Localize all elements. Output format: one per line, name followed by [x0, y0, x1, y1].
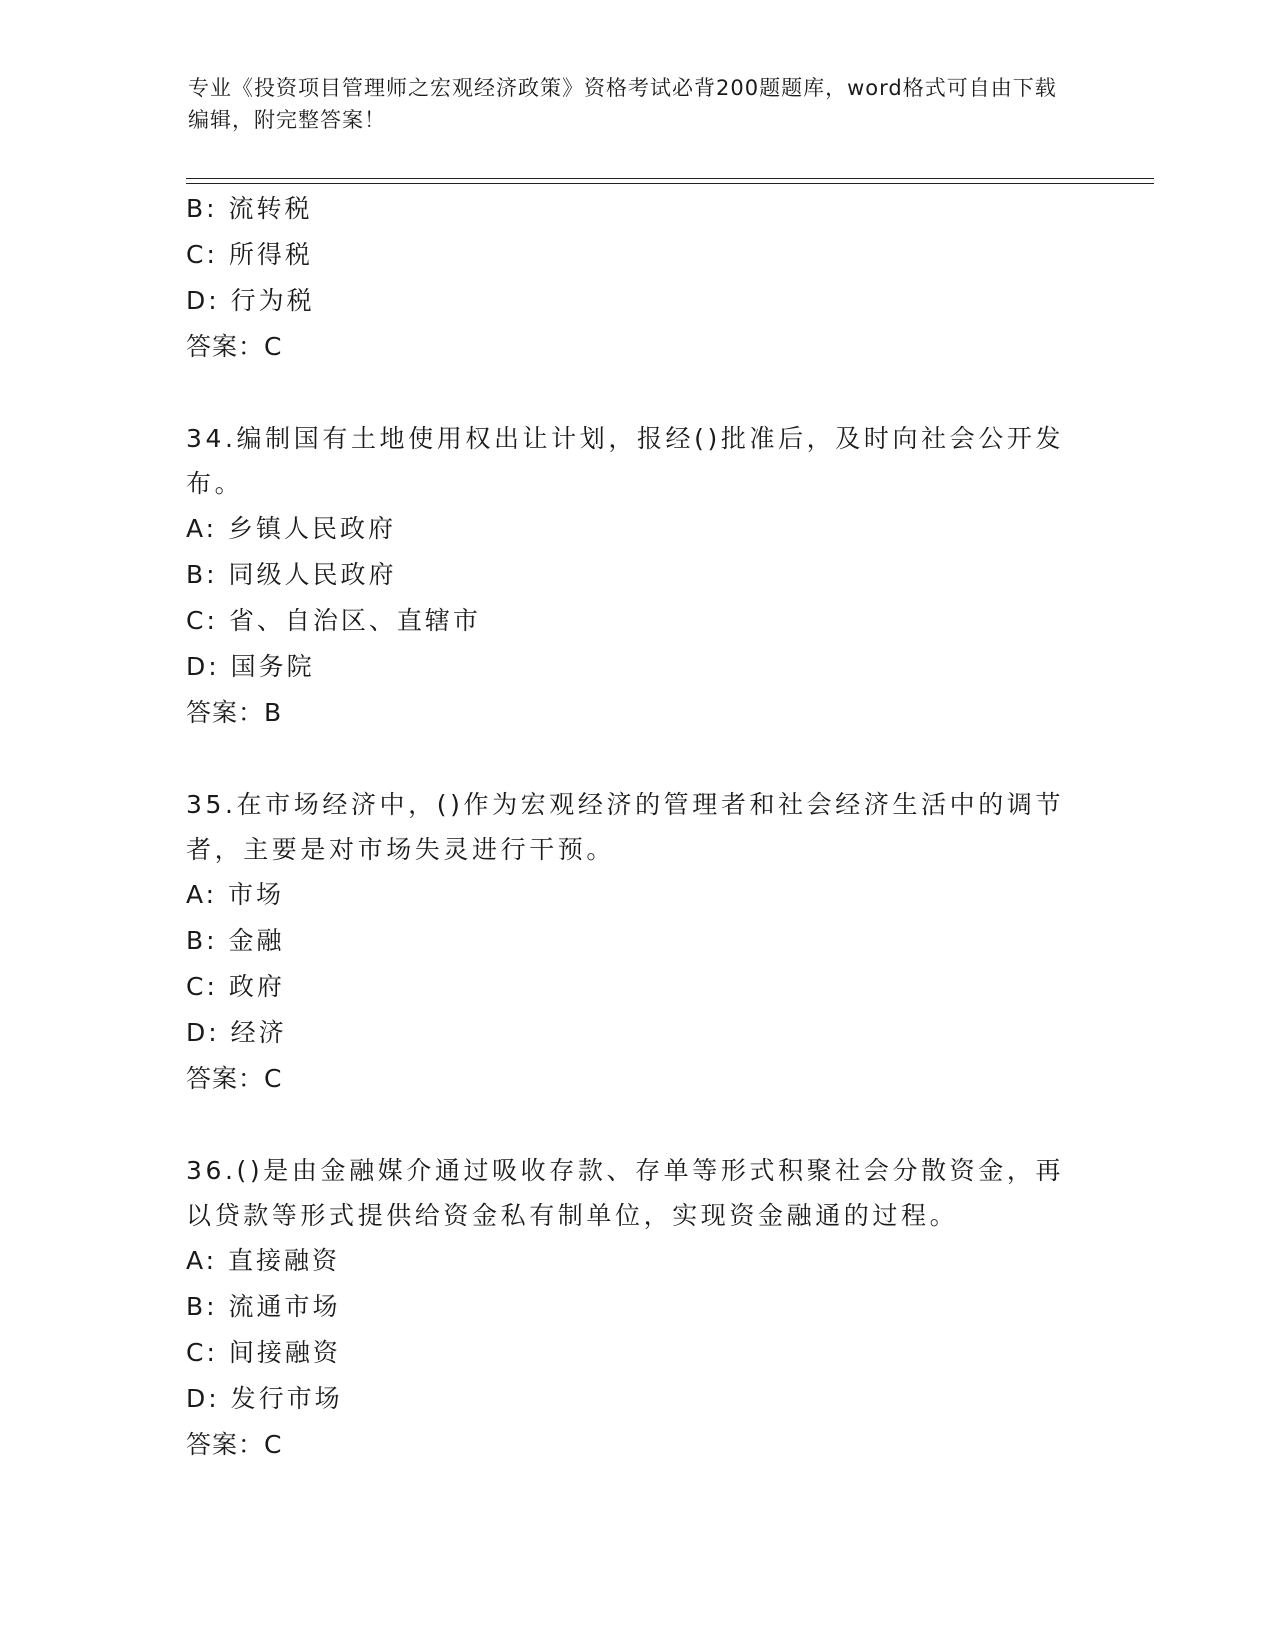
option-a: A: 直接融资: [186, 1246, 341, 1275]
option-d: D: 国务院: [186, 652, 315, 681]
option-c: C: 省、自治区、直辖市: [186, 606, 481, 635]
option-d: D: 发行市场: [186, 1384, 343, 1413]
header-divider: [186, 178, 1154, 184]
question-list: [186, 186, 1086, 1468]
question-35: [186, 782, 1086, 1102]
spacer: [186, 736, 1086, 782]
answer: 答案：C: [186, 332, 283, 361]
question-stem: 36.()是由金融媒介通过吸收存款、存单等形式积聚社会分散资金，再以贷款等形式提供给资金私有制单位，实现资金融通的过程。: [186, 1156, 1065, 1230]
option-a: A: 市场: [186, 880, 285, 909]
option-b: B: 金融: [186, 926, 285, 955]
question-stem: 34.编制国有土地使用权出让计划，报经()批准后，及时向社会公开发布。: [186, 424, 1065, 498]
option-c: C: 所得税: [186, 240, 313, 269]
question-36: [186, 1148, 1086, 1468]
answer: 答案：C: [186, 1430, 283, 1459]
question-34: [186, 416, 1086, 736]
question-33-remainder: [186, 186, 1086, 370]
answer: 答案：C: [186, 1064, 283, 1093]
question-stem: 35.在市场经济中，()作为宏观经济的管理者和社会经济生活中的调节者，主要是对市场失灵进行干预。: [186, 790, 1065, 864]
option-b: B: 流通市场: [186, 1292, 341, 1321]
option-d: D: 行为税: [186, 286, 315, 315]
page-header: 专业《投资项目管理师之宏观经济政策》资格考试必背200题题库，word格式可自由下载编辑，附完整答案！: [188, 76, 1057, 132]
option-c: C: 间接融资: [186, 1338, 341, 1367]
spacer: [186, 1102, 1086, 1148]
answer: 答案：B: [186, 698, 283, 727]
spacer: [186, 370, 1086, 416]
option-c: C: 政府: [186, 972, 285, 1001]
option-b: B: 同级人民政府: [186, 560, 397, 589]
option-b: B: 流转税: [186, 194, 313, 223]
option-d: D: 经济: [186, 1018, 287, 1047]
option-a: A: 乡镇人民政府: [186, 514, 397, 543]
